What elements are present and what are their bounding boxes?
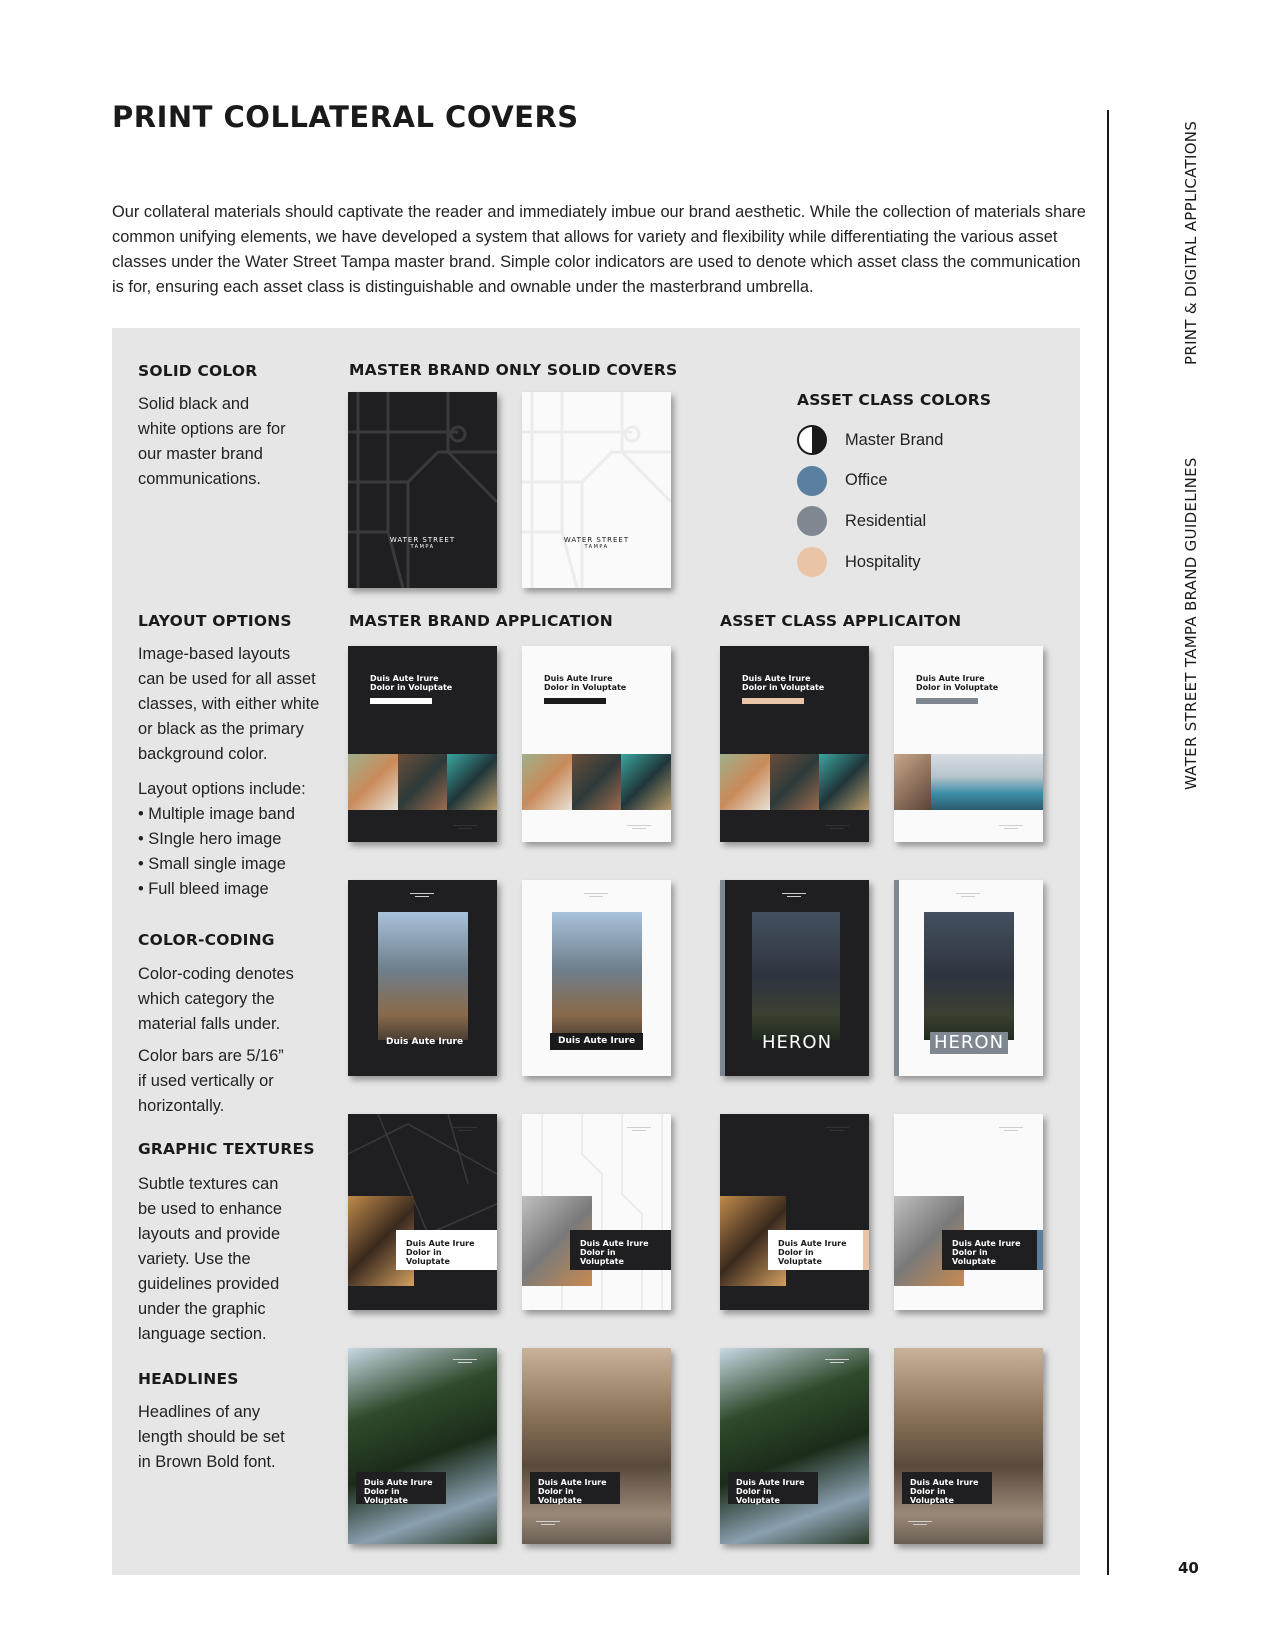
cover-hero-dark bbox=[348, 880, 497, 1076]
cover-headline: Duis Aute Irure Dolor in Voluptate bbox=[544, 674, 627, 692]
label-hospitality: Hospitality bbox=[845, 553, 921, 571]
cover-hero-light bbox=[522, 880, 671, 1076]
cover-band-dark bbox=[348, 646, 497, 842]
cover-logo: WATER STREET TAMPA bbox=[563, 536, 630, 550]
hero-image bbox=[752, 912, 840, 1040]
cover-solid-black bbox=[348, 392, 497, 588]
color-bar bbox=[742, 698, 804, 704]
cover-hero-title: Duis Aute Irure bbox=[386, 1037, 464, 1047]
cover-headline: Duis Aute Irure Dolor in Voluptate bbox=[530, 1472, 620, 1504]
cover-fullbleed-palms-1 bbox=[348, 1348, 497, 1544]
headlines-text: Headlines of any length should be set in Brown Bold font. bbox=[138, 1403, 285, 1471]
layout-options-heading: LAYOUT OPTIONS bbox=[138, 612, 292, 630]
headlines-heading: HEADLINES bbox=[138, 1370, 239, 1388]
color-bar-vertical bbox=[894, 880, 899, 1076]
map-texture bbox=[348, 392, 497, 588]
image-band bbox=[720, 754, 869, 810]
cover-solid-white bbox=[522, 392, 671, 588]
solid-covers-heading: MASTER BRAND ONLY SOLID COVERS bbox=[349, 361, 678, 379]
image-band bbox=[522, 754, 671, 810]
cover-small-logo bbox=[956, 892, 980, 898]
label-residential: Residential bbox=[845, 512, 927, 530]
hero-image bbox=[552, 912, 642, 1040]
cover-texture-office bbox=[894, 1114, 1043, 1310]
cover-small-logo bbox=[782, 892, 806, 898]
cover-small-logo bbox=[627, 1126, 651, 1132]
side-label-guidelines: WATER STREET TAMPA BRAND GUIDELINES bbox=[1182, 457, 1200, 790]
layout-options-text: Image-based layouts can be used for all asset classes, with either white or black as the primary background color. bbox=[138, 645, 320, 763]
cover-headline: Duis Aute Irure Dolor in Voluptate bbox=[570, 1230, 671, 1270]
cover-headline: Duis Aute Irure Dolor in Voluptate bbox=[902, 1472, 992, 1504]
asset-class-application-heading: ASSET CLASS APPLICAITON bbox=[720, 612, 962, 630]
side-label-section: PRINT & DIGITAL APPLICATIONS bbox=[1182, 120, 1200, 365]
cover-small-logo bbox=[825, 824, 849, 830]
cover-headline: Duis Aute Irure Dolor in Voluptate bbox=[768, 1230, 869, 1270]
cover-hero-title: Duis Aute Irure bbox=[550, 1033, 643, 1050]
cover-fullbleed-street-1 bbox=[522, 1348, 671, 1544]
asset-class-colors-heading: ASSET CLASS COLORS bbox=[797, 391, 992, 409]
cover-headline: Duis Aute Irure Dolor in Voluptate bbox=[742, 674, 825, 692]
swatch-office bbox=[797, 466, 827, 496]
map-texture bbox=[522, 392, 671, 588]
swatch-residential bbox=[797, 506, 827, 536]
cover-band-residential bbox=[894, 646, 1043, 842]
cover-band-hospitality bbox=[720, 646, 869, 842]
cover-fullbleed-palms-2 bbox=[720, 1348, 869, 1544]
cover-fullbleed-street-2 bbox=[894, 1348, 1043, 1544]
label-master-brand: Master Brand bbox=[845, 431, 944, 449]
swatch-master-brand bbox=[797, 425, 827, 455]
intro-paragraph: Our collateral materials should captivate the reader and immediately imbue our brand aesthetic. While the collection of materials share common unifying elements, we have developed a system that allows for variety and flexibility while differentiating the various asset classes under the Water Street Tampa master brand. Simple color indicators are used to denote which asset class the communication is for, ensuring each asset class is distinguishable and ownable under the masterbrand umbrella. bbox=[112, 203, 1086, 296]
cover-texture-dark bbox=[348, 1114, 497, 1310]
color-bar bbox=[916, 698, 978, 704]
color-coding-text: Color-coding denotes which category the material falls under. bbox=[138, 965, 294, 1033]
master-brand-application-heading: MASTER BRAND APPLICATION bbox=[349, 612, 613, 630]
color-coding-text-2: Color bars are 5/16” if used vertically or horizontally. bbox=[138, 1047, 284, 1115]
cover-small-logo bbox=[999, 824, 1023, 830]
cover-band-light bbox=[522, 646, 671, 842]
solid-color-heading: SOLID COLOR bbox=[138, 362, 258, 380]
graphic-textures-text: Subtle textures can be used to enhance layouts and provide variety. Use the guidelines provided under the graphic language section. bbox=[138, 1175, 282, 1343]
layout-options-list: Layout options include: • Multiple image band • SIngle hero image • Small single image • Full bleed image bbox=[138, 780, 306, 898]
cover-small-logo bbox=[536, 1520, 560, 1526]
cover-small-logo bbox=[999, 1126, 1023, 1132]
cover-headline: Duis Aute Irure Dolor in Voluptate bbox=[356, 1472, 446, 1504]
hero-image bbox=[924, 912, 1014, 1040]
image-band bbox=[894, 754, 1043, 810]
cover-texture-light bbox=[522, 1114, 671, 1310]
cover-small-logo bbox=[627, 824, 651, 830]
cover-headline: Duis Aute Irure Dolor in Voluptate bbox=[942, 1230, 1043, 1270]
cover-small-logo bbox=[908, 1520, 932, 1526]
cover-headline: Duis Aute Irure Dolor in Voluptate bbox=[396, 1230, 497, 1270]
cover-small-logo bbox=[410, 892, 434, 898]
cover-small-logo bbox=[453, 824, 477, 830]
solid-color-text: Solid black and white options are for our master brand communications. bbox=[138, 395, 286, 488]
color-bar bbox=[370, 698, 432, 704]
color-bar-vertical bbox=[720, 880, 725, 1076]
color-bar bbox=[544, 698, 606, 704]
covers-panel bbox=[112, 328, 1080, 1575]
label-office: Office bbox=[845, 471, 888, 489]
cover-small-logo bbox=[825, 1126, 849, 1132]
cover-heron-title: HERON bbox=[930, 1032, 1008, 1054]
hero-image bbox=[378, 912, 468, 1040]
page-number: 40 bbox=[1178, 1559, 1199, 1577]
cover-logo: WATER STREET TAMPA bbox=[389, 536, 456, 550]
image-band bbox=[348, 754, 497, 810]
cover-heron-title: HERON bbox=[762, 1032, 833, 1053]
cover-heron-dark bbox=[720, 880, 869, 1076]
cover-headline: Duis Aute Irure Dolor in Voluptate bbox=[370, 674, 453, 692]
cover-small-logo bbox=[584, 892, 608, 898]
graphic-textures-heading: GRAPHIC TEXTURES bbox=[138, 1140, 315, 1158]
color-coding-heading: COLOR-CODING bbox=[138, 931, 275, 949]
page-title: PRINT COLLATERAL COVERS bbox=[112, 100, 579, 134]
cover-headline: Duis Aute Irure Dolor in Voluptate bbox=[728, 1472, 818, 1504]
cover-headline: Duis Aute Irure Dolor in Voluptate bbox=[916, 674, 999, 692]
cover-small-logo bbox=[825, 1358, 849, 1364]
swatch-hospitality bbox=[797, 547, 827, 577]
cover-small-logo bbox=[453, 1358, 477, 1364]
cover-heron-light bbox=[894, 880, 1043, 1076]
vertical-divider bbox=[1107, 110, 1109, 1575]
cover-texture-hospitality bbox=[720, 1114, 869, 1310]
cover-small-logo bbox=[453, 1126, 477, 1132]
